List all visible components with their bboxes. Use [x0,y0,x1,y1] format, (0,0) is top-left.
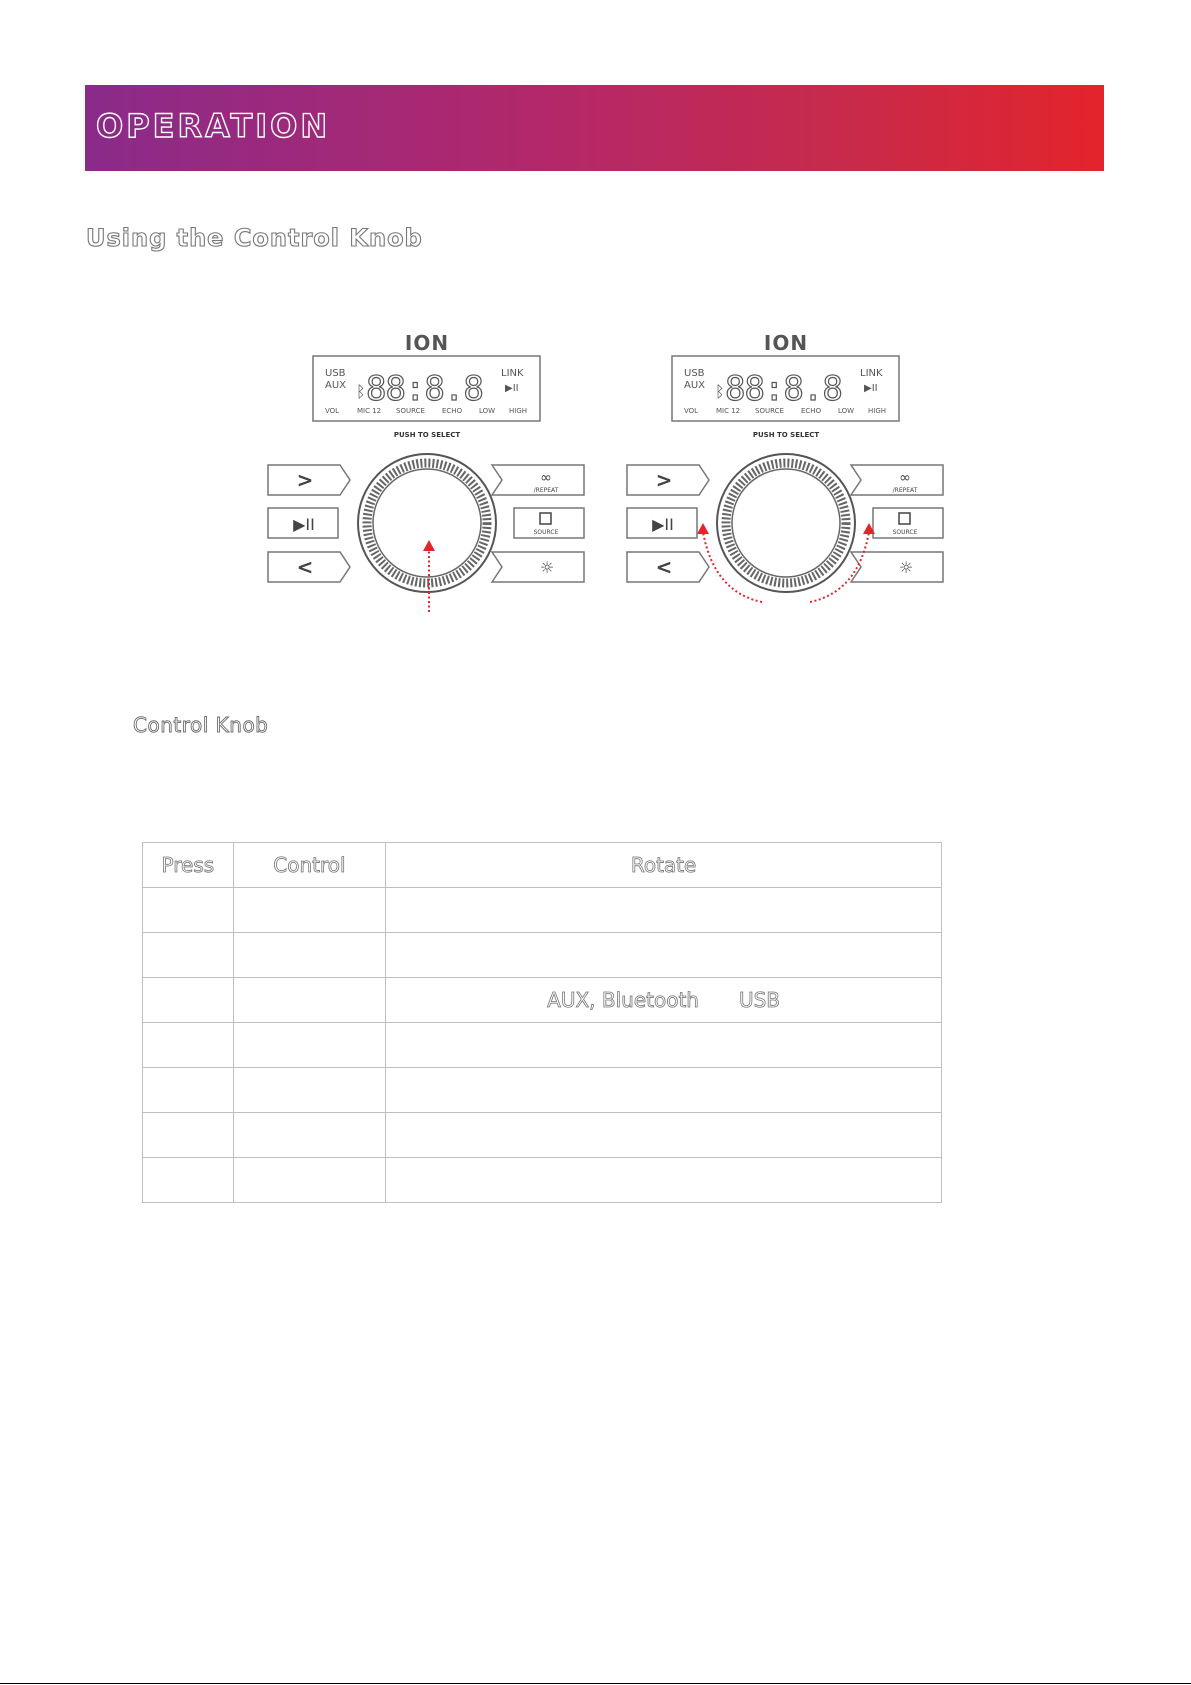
source-button[interactable] [873,508,943,538]
table-header-row [143,843,942,888]
svg-text:ECHO: ECHO [801,407,822,415]
lcd-digits: 88:8.8 [725,369,842,409]
page-bottom-rule [0,1683,1191,1684]
svg-text:▶II: ▶II [293,515,315,534]
control-knob[interactable] [358,454,496,592]
svg-text:AUX: AUX [684,380,706,391]
rotate-text-aux-bluetooth: AUX, Bluetooth [547,988,699,1012]
source-button[interactable] [514,508,584,538]
prev-button[interactable] [627,552,709,582]
next-button[interactable] [268,465,350,495]
bluetooth-icon: ᛒ [356,382,366,401]
table-row [143,1158,942,1203]
cell-control [233,1158,385,1203]
svg-text:LINK: LINK [501,368,524,379]
svg-text:SOURCE: SOURCE [892,529,918,536]
svg-text:ECHO: ECHO [442,407,463,415]
cell-rotate [386,978,942,1023]
svg-text:AUX: AUX [325,380,347,391]
svg-text:USB: USB [325,368,346,379]
svg-text:▶II: ▶II [505,383,519,394]
svg-text:>: > [296,468,314,492]
control-knob[interactable] [717,454,855,592]
svg-text:<: < [655,555,673,579]
cell-control [233,888,385,933]
play-pause-button[interactable] [627,508,697,538]
svg-text:HIGH: HIGH [868,407,887,415]
svg-text:SOURCE: SOURCE [396,407,425,415]
svg-text:▶II: ▶II [864,383,878,394]
bluetooth-icon: ᛒ [715,382,725,401]
cell-press [143,1068,234,1113]
cell-press [143,1023,234,1068]
svg-text:VOL: VOL [684,407,699,415]
cell-press [143,978,234,1023]
svg-text:USB: USB [684,368,705,379]
link-repeat-button[interactable] [492,465,584,495]
cell-press [143,1158,234,1203]
cell-control [233,1113,385,1158]
operations-table [142,842,942,1203]
subsection-heading: Control Knob [133,713,269,737]
link-icon: ∞ [899,470,911,486]
svg-text:VOL: VOL [325,407,340,415]
push-label: PUSH TO SELECT [393,431,461,439]
light-icon: ☼ [539,558,555,577]
cell-rotate [386,1113,942,1158]
link-repeat-button[interactable] [851,465,943,495]
svg-text:MIC 12: MIC 12 [357,407,382,415]
cell-control [233,1068,385,1113]
lcd-digits: 88:8.8 [366,369,483,409]
cell-press [143,888,234,933]
table-row [143,1113,942,1158]
table-row [143,1068,942,1113]
svg-text:/REPEAT: /REPEAT [892,487,918,494]
cell-rotate [386,1158,942,1203]
svg-text:LINK: LINK [860,368,883,379]
cell-control [233,1023,385,1068]
light-button[interactable] [492,552,584,582]
rotate-text-usb: USB [738,988,781,1012]
table-row [143,888,942,933]
table-row [143,933,942,978]
svg-text:SOURCE: SOURCE [755,407,784,415]
svg-text:/REPEAT: /REPEAT [533,487,559,494]
header-control: Control [233,843,385,888]
next-button[interactable] [627,465,709,495]
table-row [143,1023,942,1068]
control-panel-rotate [619,327,959,617]
cell-rotate [386,1068,942,1113]
cell-control [233,978,385,1023]
svg-text:<: < [296,555,314,579]
svg-text:MIC 12: MIC 12 [716,407,741,415]
link-icon: ∞ [540,470,552,486]
brand-logo: ION [763,331,809,355]
cell-rotate [386,888,942,933]
cell-rotate [386,933,942,978]
page-title: OPERATION [96,107,331,145]
header-rotate: Rotate [386,843,942,888]
control-panel-press [260,327,600,617]
svg-text:SOURCE: SOURCE [533,529,559,536]
prev-button[interactable] [268,552,350,582]
cell-control [233,933,385,978]
svg-text:▶II: ▶II [652,515,674,534]
svg-text:LOW: LOW [838,407,855,415]
cell-press [143,1113,234,1158]
cell-rotate [386,1023,942,1068]
push-label: PUSH TO SELECT [752,431,820,439]
light-icon: ☼ [898,558,914,577]
svg-text:LOW: LOW [479,407,496,415]
table-row [143,978,942,1023]
svg-text:HIGH: HIGH [509,407,528,415]
brand-logo: ION [404,331,450,355]
section-heading: Using the Control Knob [86,224,423,252]
svg-text:>: > [655,468,673,492]
header-press: Press [143,843,234,888]
cell-press [143,933,234,978]
light-button[interactable] [851,552,943,582]
play-pause-button[interactable] [268,508,338,538]
